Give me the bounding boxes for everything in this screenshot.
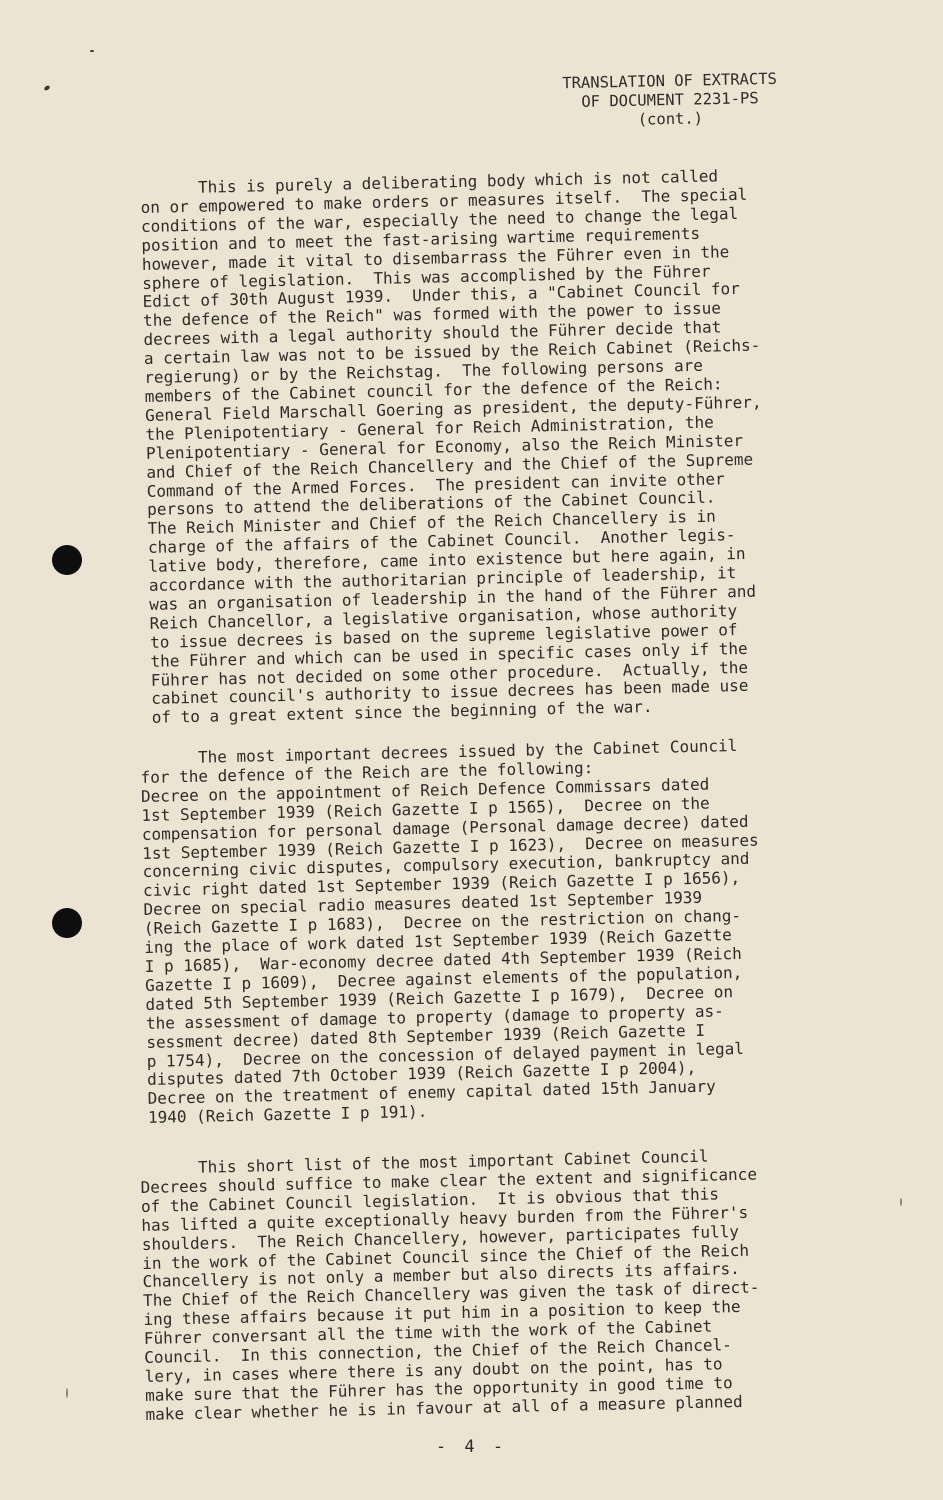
paper-mark <box>66 1388 68 1398</box>
paper-mark <box>900 1198 902 1206</box>
page-number: - 4 - <box>435 1437 508 1457</box>
header-document-number: OF DOCUMENT 2231-PS <box>581 89 759 111</box>
ink-speck <box>43 85 50 92</box>
header-title: TRANSLATION OF EXTRACTS <box>562 69 778 93</box>
document-header <box>519 69 820 132</box>
paragraph-cabinet-council: This is purely a deliberating body which is not called on or empowered to make orders or measures itself. The special conditions of the war, especially the need to change the legal position and to meet the fast-arising wartime requirements however, made it vital to disembarrass the Führer even in the sphere of legislation. This was accomplished by the Führer Edict of 30th August 1939. Under this, a "Cabinet Council for the defence of the Reich" was formed with the power to issue decrees with a legal authority should the Führer decide that a certain law was not to be issued by the Reich Cabinet (Reichs- regierung) or by the Reichstag. The following persons are members of the Cabinet council for the defence of the Reich: General Field Marschall Goering as president, the deputy-Führer, the Plenipotentiary - General for Reich Administration, the Plenipotentiary - General for Economy, also the Reich Minister and Chief of the Reich Chancellery and the Chief of the Supreme Command of the Armed Forces. The president can invite other persons to attend the deliberations of the Cabinet Council. The Reich Minister and Chief of the Reich Chancellery is in charge of the affairs of the Cabinet Council. Another legis- lative body, therefore, came into existence but here again, in accordance with the authoritarian principle of leadership, it was an organisation of leadership in the hand of the Führer and Reich Chancellor, a legislative organisation, whose authority to issue decrees is based on the supreme legislative power of the Führer and which can be used in specific cases only if the Führer has not decided on some other procedure. Actually, the cabinet council's authority to issue decrees has been made use of to a great extent since the beginning of the war. <box>139 166 762 728</box>
punch-hole-bottom <box>52 908 82 938</box>
header-continued: (cont.) <box>637 109 704 129</box>
paragraph-significance: This short list of the most important Cabinet Council Decrees should suffice to make clear the extent and significance of the Cabinet Council legislation. It is obvious that this has lifted a quite exceptionally heavy burden from the Führer's shoulders. The Reich Chancellery, however, participates fully in the work of the Cabinet Council since the Chief of the Reich Chancellery is not only a member but also directs its affairs. The Chief of the Reich Chancellery was given the task of direct- ing these affairs because it put him in a position to keep the Führer conversant all the time with the work of the Cabinet Council. In this connection, the Chief of the Reich Chancel- lery, in cases where there is any doubt on the point, has to make sure that the Führer has the opportunity in good time to make clear whether he is in favour at all of a measure planned <box>139 1146 760 1424</box>
ink-speck <box>90 50 94 52</box>
punch-hole-top <box>52 545 82 575</box>
paragraph-decrees-list: The most important decrees issued by the Cabinet Council for the defence of the Reich are the following: Decree on the appointment of Reich Defence Commissars dated 1st September 1939 (Reich Gazette I p 1565), Decree on the compensation for personal damage (Personal damage decree) dated 1st September 1939 (Reich Gazette I p 1623), Decree on measures concerning civic disputes, compulsory execution, bankruptcy and civic right dated 1st September 1939 (Reich Gazette I p 1656), Decree on special radio measures deated 1st September 1939 (Reich Gazette I p 1683), Decree on the restriction on chang- ing the place of work dated 1st September 1939 (Reich Gazette I p 1685), War-economy decree dated 4th September 1939 (Reich Gazette I p 1609), Decree against elements of the population, dated 5th September 1939 (Reich Gazette I p 1679), Decree on the assessment of damage to property (damage to property as- sessment decree) dated 8th September 1939 (Reich Gazette I p 1754), Decree on the concession of delayed payment in legal disputes dated 7th October 1939 (Reich Gazette I p 2004), Decree on the treatment of enemy capital dated 15th January 1940 (Reich Gazette I p 191). <box>139 735 759 1128</box>
